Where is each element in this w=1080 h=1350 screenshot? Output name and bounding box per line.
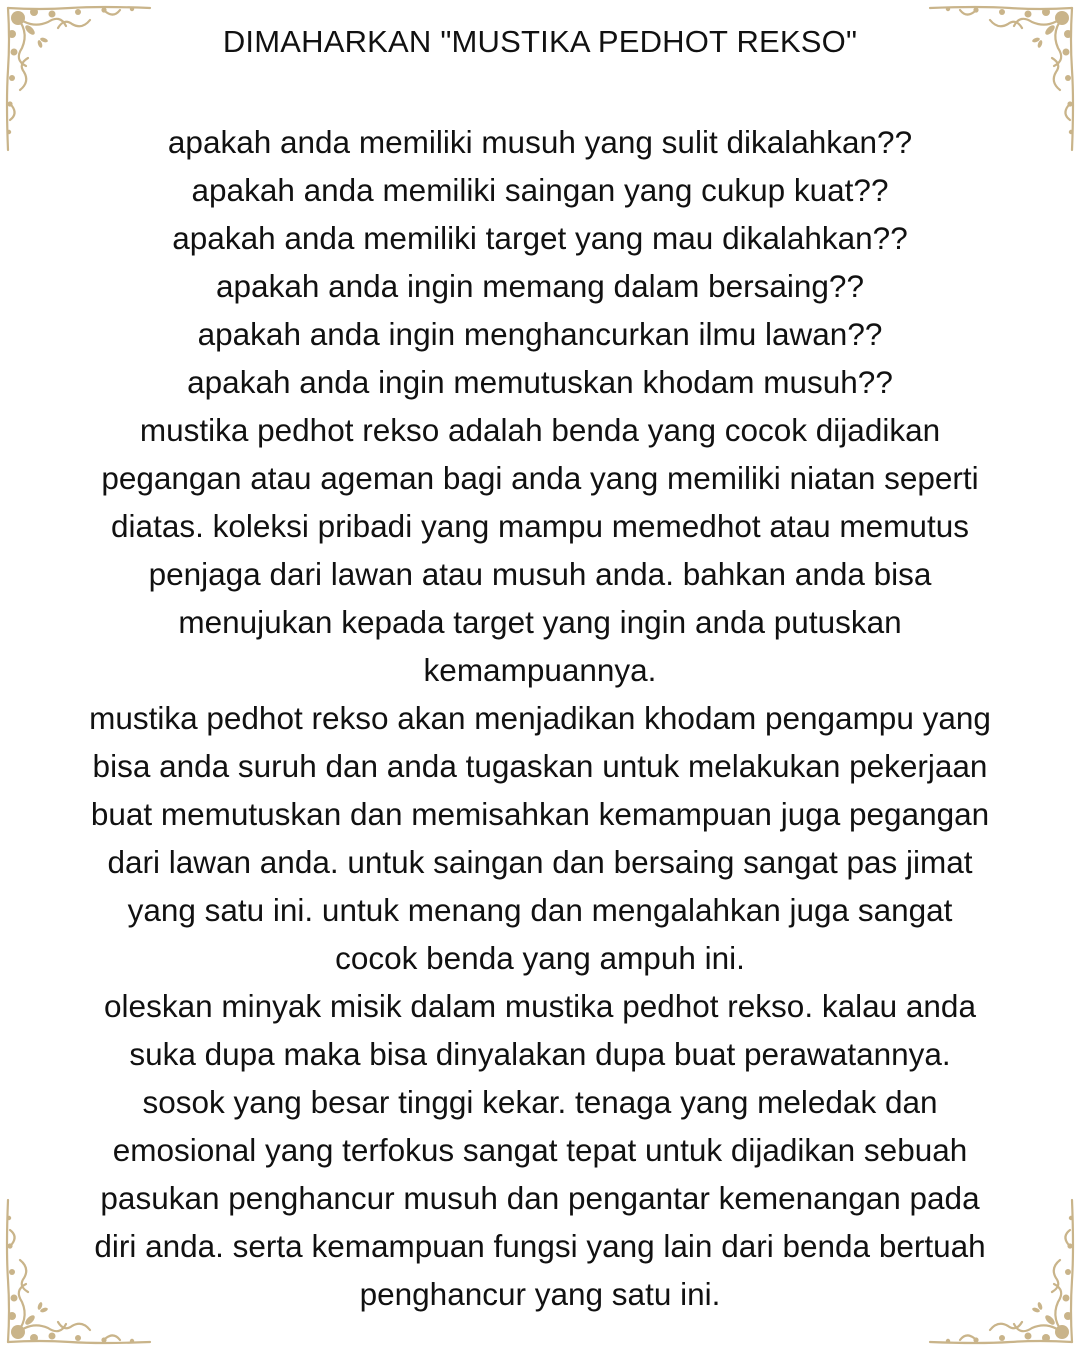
text-line: apakah anda memiliki saingan yang cukup kuat?? [191, 172, 889, 208]
text-line: apakah anda memiliki musuh yang sulit dikalahkan?? [167, 124, 913, 160]
text-line: apakah anda memiliki target yang mau dikalahkan?? [172, 220, 908, 256]
text-line: penghancur yang satu ini. [359, 1276, 721, 1312]
text-line: apakah anda ingin menghancurkan ilmu lawan?? [197, 316, 883, 352]
text-line: mustika pedhot rekso adalah benda yang cocok dijadikan [139, 412, 941, 448]
spacer [30, 62, 1050, 118]
text-line: yang satu ini. untuk menang dan mengalahkan juga sangat [127, 892, 953, 928]
text-line: pegangan atau ageman bagi anda yang memiliki niatan seperti [101, 460, 979, 496]
text-body [30, 22, 1050, 1318]
text-line: diatas. koleksi pribadi yang mampu memedhot atau memutus [111, 508, 969, 544]
text-line: bisa anda suruh dan anda tugaskan untuk melakukan pekerjaan [92, 748, 988, 784]
text-line: penjaga dari lawan atau musuh anda. bahkan anda bisa [148, 556, 932, 592]
text-line: dari lawan anda. untuk saingan dan bersaing sangat pas jimat [107, 844, 973, 880]
text-line: apakah anda ingin memang dalam bersaing?? [216, 268, 864, 304]
text-line: mustika pedhot rekso akan menjadikan khodam pengampu yang [89, 700, 991, 736]
text-line: buat memutuskan dan memisahkan kemampuan juga pegangan [90, 796, 990, 832]
text-line: menujukan kepada target yang ingin anda putuskan [178, 604, 902, 640]
text-line: apakah anda ingin memutuskan khodam musuh?? [187, 364, 893, 400]
text-line: oleskan minyak misik dalam mustika pedhot rekso. kalau anda [104, 988, 976, 1024]
text-line: kemampuannya. [423, 652, 657, 688]
text-line: pasukan penghancur musuh dan pengantar kemenangan pada [100, 1180, 980, 1216]
page-title: DIMAHARKAN "MUSTIKA PEDHOT REKSO" [222, 24, 858, 59]
text-line: emosional yang terfokus sangat tepat untuk dijadikan sebuah [112, 1132, 968, 1168]
text-line: sosok yang besar tinggi kekar. tenaga yang meledak dan [142, 1084, 938, 1120]
text-line: suka dupa maka bisa dinyalakan dupa buat perawatannya. [129, 1036, 951, 1072]
text-line: cocok benda yang ampuh ini. [335, 940, 745, 976]
text-line: diri anda. serta kemampuan fungsi yang lain dari benda bertuah [94, 1228, 986, 1264]
